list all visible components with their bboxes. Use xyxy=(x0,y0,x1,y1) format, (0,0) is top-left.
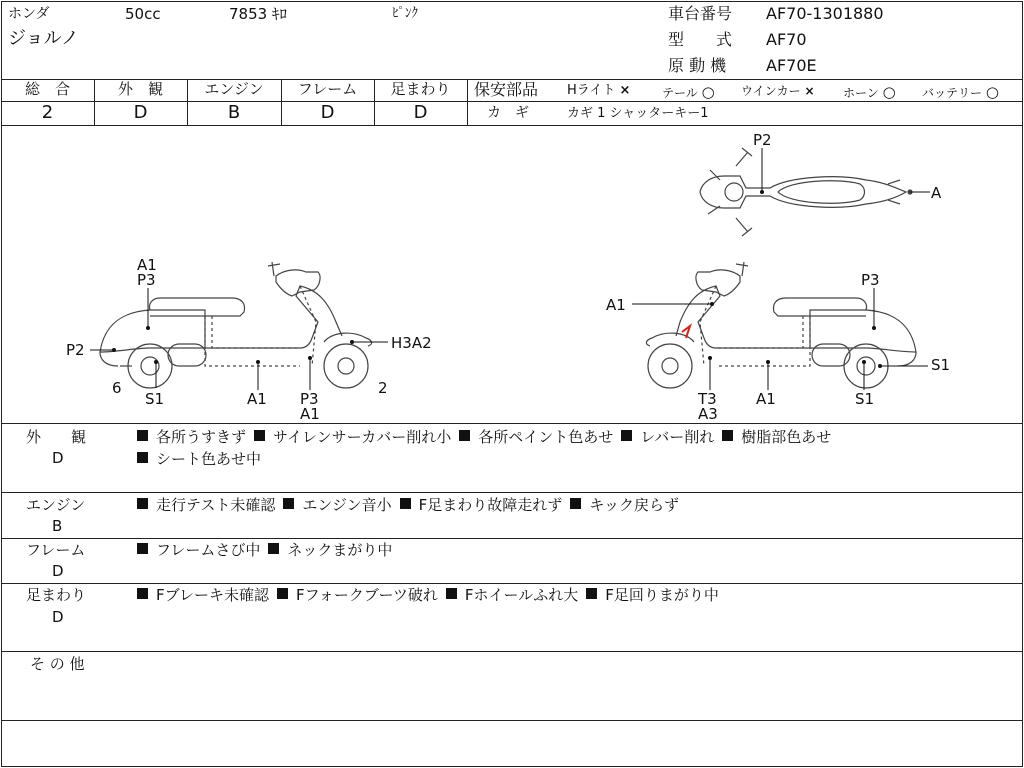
remark-item: エンジン音小 xyxy=(283,498,391,513)
bullet-square-icon xyxy=(621,430,632,441)
diagram-label: P3 xyxy=(861,271,880,289)
frame-no-label: 車台番号 xyxy=(668,4,733,23)
grade-value-exterior: D xyxy=(133,102,148,123)
safety-item-mark: × xyxy=(619,83,631,98)
diagram-label: T3 xyxy=(698,390,717,408)
grade-value-total: 2 xyxy=(41,102,54,123)
grade-value-frame: D xyxy=(320,102,335,123)
grade-value-suspension: D xyxy=(413,102,428,123)
bullet-square-icon xyxy=(446,588,457,599)
remark-divider xyxy=(1,538,1023,539)
diagram-label: A1 xyxy=(300,405,320,423)
remark-divider xyxy=(1,720,1023,721)
safety-item-mark: ○ xyxy=(701,83,715,101)
scooter-top-view xyxy=(700,148,912,236)
remark-item: Fブレーキ未確認 xyxy=(137,588,269,603)
remark-item: レバー削れ xyxy=(621,430,714,445)
grade-label-total: 総 合 xyxy=(24,80,70,98)
remark-line xyxy=(137,452,269,467)
diagram-label: P3 xyxy=(300,390,319,408)
bullet-square-icon xyxy=(254,430,265,441)
bullet-square-icon xyxy=(277,588,288,599)
diagram-label: S1 xyxy=(145,390,165,408)
diagram-label: A1 xyxy=(137,256,157,274)
remark-label-exterior: 外 観 xyxy=(26,428,87,446)
remark-item: F足回りまがり中 xyxy=(586,588,719,603)
remark-label-engine: エンジン xyxy=(26,496,86,514)
bullet-square-icon xyxy=(283,498,294,509)
diagram-label: A1 xyxy=(606,296,626,314)
remark-item: ネックまがり中 xyxy=(268,543,392,558)
bullet-square-icon xyxy=(400,498,411,509)
bullet-square-icon xyxy=(268,543,279,554)
bullet-square-icon xyxy=(137,430,148,441)
remark-grade-suspension: D xyxy=(52,608,64,626)
diagram-label: P3 xyxy=(137,271,156,289)
safety-label: 保安部品 xyxy=(474,80,539,99)
safety-item-name: Hライト xyxy=(567,83,616,98)
type-label: 型 式 xyxy=(668,30,733,49)
diagram-label: A1 xyxy=(756,390,776,408)
grade-label-exterior: 外 観 xyxy=(117,80,163,98)
safety-item-horn xyxy=(843,85,896,100)
bullet-square-icon xyxy=(137,498,148,509)
bullet-square-icon xyxy=(137,543,148,554)
safety-item-headlight xyxy=(567,84,630,97)
remark-divider xyxy=(1,651,1023,652)
diagram-label: H3A2 xyxy=(391,334,432,352)
bullet-square-icon xyxy=(722,430,733,441)
remark-line xyxy=(137,543,400,558)
safety-item-turn-signal xyxy=(741,85,815,97)
remark-item: Fホイールふれ大 xyxy=(446,588,578,603)
safety-item-name: ホーン xyxy=(843,86,879,100)
remark-grade-exterior: D xyxy=(52,449,64,467)
grade-label-suspension: 足まわり xyxy=(390,80,451,98)
diagram-label: A3 xyxy=(698,405,718,423)
bullet-square-icon xyxy=(586,588,597,599)
remark-item: 各所ペイント色あせ xyxy=(459,430,613,445)
remark-item: フレームさび中 xyxy=(137,543,260,558)
grade-label-frame: フレーム xyxy=(297,80,358,98)
safety-item-name: バッテリー xyxy=(922,86,983,100)
grade-label-engine: エンジン xyxy=(204,80,264,98)
safety-item-mark: ○ xyxy=(985,83,999,101)
remark-label-frame: フレーム xyxy=(26,541,86,559)
key-value: カギ 1 シャッターキー1 xyxy=(567,106,709,121)
grade-value-engine: B xyxy=(227,102,241,123)
diagram-label: P2 xyxy=(753,131,772,149)
frame-no: AF70-1301880 xyxy=(766,4,884,23)
safety-item-name: テール xyxy=(662,86,698,100)
remark-item: キック戻らず xyxy=(570,498,679,513)
safety-item-mark: × xyxy=(804,84,815,98)
remark-label-other: そ の 他 xyxy=(30,655,85,673)
displacement: 50cc xyxy=(125,5,161,23)
remark-item: シート色あせ中 xyxy=(137,452,261,467)
remark-divider xyxy=(1,492,1023,493)
engine-value: AF70E xyxy=(766,56,817,75)
diagram-label: 6 xyxy=(112,379,122,397)
diagram-label: 2 xyxy=(378,379,388,397)
safety-item-tail xyxy=(662,85,715,100)
key-label: カ ギ xyxy=(487,105,529,121)
remark-line xyxy=(137,430,839,445)
body-color: ﾋﾟﾝｸ xyxy=(392,6,418,21)
diagram-label: S1 xyxy=(855,390,875,408)
remark-item: サイレンサーカバー削れ小 xyxy=(254,430,451,445)
bullet-square-icon xyxy=(570,498,581,509)
remark-item: F足まわり故障走れず xyxy=(400,498,563,513)
safety-item-mark: ○ xyxy=(882,83,896,101)
remark-line xyxy=(137,588,727,603)
mileage: 7853 ｷﾛ xyxy=(229,5,287,23)
remark-divider xyxy=(1,583,1023,584)
type-value: AF70 xyxy=(766,30,807,49)
diagram-label: P2 xyxy=(66,341,85,359)
engine-label: 原 動 機 xyxy=(668,56,727,75)
remark-item: 各所うすきず xyxy=(137,430,246,445)
safety-item-battery xyxy=(922,85,999,100)
maker: ホンダ xyxy=(8,6,50,22)
remark-item: 走行テスト未確認 xyxy=(137,498,275,513)
remark-grade-engine: B xyxy=(52,517,63,535)
diagram-label: A1 xyxy=(247,390,267,408)
remark-grade-frame: D xyxy=(52,562,64,580)
model-name: ジョルノ xyxy=(8,28,79,49)
diagram-label: S1 xyxy=(931,356,951,374)
bullet-square-icon xyxy=(137,452,148,463)
remark-line xyxy=(137,498,687,513)
safety-item-name: ウインカー xyxy=(741,84,801,98)
grade-col-5 xyxy=(467,79,468,125)
remark-label-suspension: 足まわり xyxy=(26,586,87,604)
remark-item: 樹脂部色あせ xyxy=(722,430,831,445)
diagram-label: A xyxy=(931,184,942,202)
bullet-square-icon xyxy=(459,430,470,441)
damage-red-mark xyxy=(682,326,690,338)
remark-item: Fフォークブーツ破れ xyxy=(277,588,438,603)
bullet-square-icon xyxy=(137,588,148,599)
safety-mid-line xyxy=(467,101,1023,102)
